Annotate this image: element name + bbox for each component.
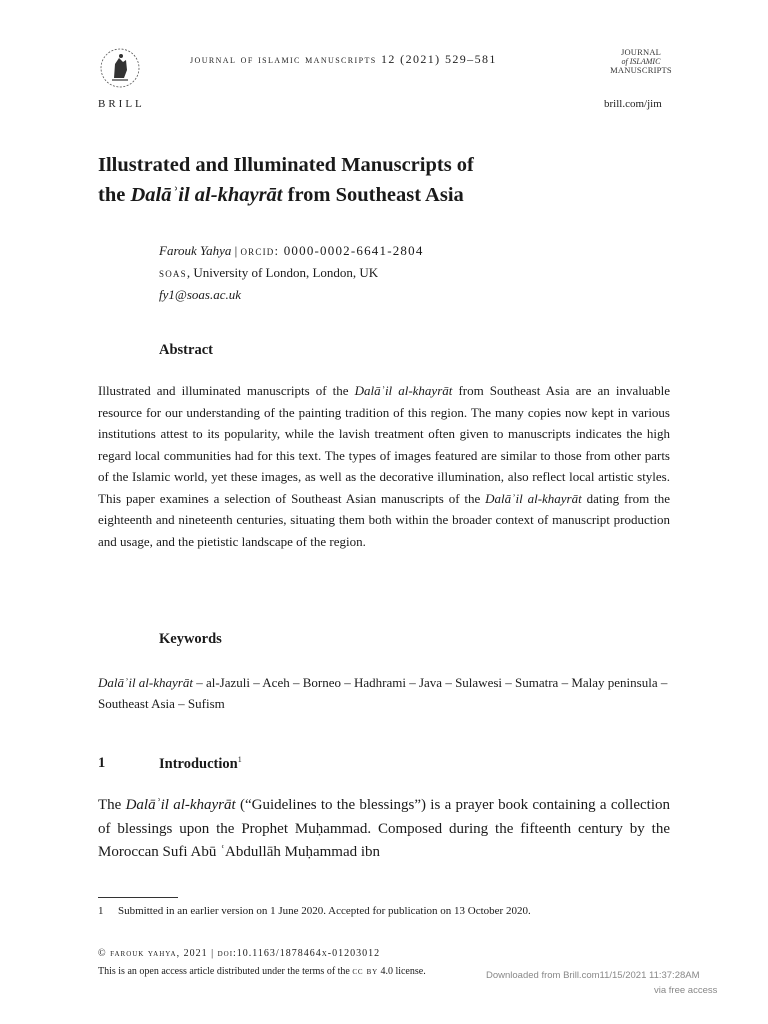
affiliation-rest: , University of London, London, UK [186, 265, 379, 280]
intro-span: The [98, 797, 126, 813]
publisher-name: BRILL [98, 98, 145, 110]
download-stamp: Downloaded from Brill.com11/15/2021 11:37:28AM [486, 970, 700, 981]
license-text: 4.0 license. [377, 966, 426, 977]
orcid[interactable]: orcid: 0000-0002-6641-2804 [240, 243, 424, 258]
introduction-text [98, 794, 670, 865]
author-line [159, 240, 424, 262]
license-cc[interactable]: cc by [352, 966, 378, 977]
intro-span: (“Guidelines to the blessings”) is a prayer book containing a collection of blessings upon the Prophet Muḥammad. Composed during the fifteenth century by the Moroccan Sufi Abū ʿAbdullāh Muḥammad ibn [98, 797, 670, 860]
keywords-list [98, 672, 673, 714]
introduction-heading [159, 755, 242, 773]
email-text[interactable]: fy1@soas.ac.uk [159, 287, 241, 302]
separator: | [231, 243, 241, 258]
author-name: Farouk Yahya [159, 243, 232, 258]
intro-italic: Dalāʾil al-khayrāt [125, 797, 236, 813]
keywords-rest: – al-Jazuli – Aceh – Borneo – Hadhrami – Java – Sulawesi – Sumatra – Malay peninsula – Southeast Asia – Sufism [98, 675, 668, 711]
brill-seal-logo [96, 44, 144, 96]
title-line-1: Illustrated and Illuminated Manuscripts of [98, 154, 474, 176]
keywords-heading: Keywords [159, 631, 222, 647]
keyword-italic: Dalāʾil al-khayrāt [98, 675, 193, 690]
journal-url[interactable]: brill.com/jim [604, 98, 662, 110]
title-text: from Southeast Asia [282, 184, 464, 206]
journal-citation: journal of islamic manuscripts 12 (2021) 529–581 [190, 52, 497, 66]
introduction-heading-text: Introduction [159, 755, 238, 772]
footnote-number: 1 [98, 905, 104, 917]
title-italic: Dalāʾil al-khayrāt [130, 184, 283, 206]
affiliation [159, 262, 424, 284]
footnote-rule [98, 897, 178, 898]
abstract-span: from Southeast Asia are an invaluable resource for our understanding of the painting tradition of this region. The many copies now kept in various institutions attest to its popularity, while the lavish treatment often given to manuscripts indicates the high regard local communities had for this text. The types of images featured are similar to those from other parts of the Islamic world, yet these images, as well as the decorative illumination, also reflect local artistic styles. This paper examines a selection of Southeast Asian manuscripts of the [98, 383, 670, 506]
footnote [98, 903, 531, 919]
abstract-italic: Dalāʾil al-khayrāt [485, 490, 582, 506]
journal-logo-line-2: of ISLAMIC [621, 57, 661, 66]
footnote-marker[interactable]: 1 [237, 755, 242, 764]
section-number: 1 [98, 755, 106, 771]
abstract-heading: Abstract [159, 342, 213, 358]
author-block [159, 240, 424, 306]
abstract-span: dating from the eighteenth and nineteenth centuries, situating them both within the broader context of manuscript production and usage, and the pietistic landscape of the region. [98, 490, 670, 549]
journal-logo [610, 48, 672, 84]
abstract-text [98, 380, 670, 552]
abstract-italic: Dalāʾil al-khayrāt [354, 383, 453, 398]
free-access-stamp: via free access [654, 985, 718, 996]
journal-logo-line-1: JOURNAL [620, 47, 662, 57]
license-line [98, 966, 426, 977]
article-title [98, 150, 678, 210]
title-text: the [98, 184, 131, 206]
copyright-line: © farouk yahya, 2021 | doi:10.1163/1878464x-01203012 [98, 948, 381, 959]
title-line-2 [98, 180, 678, 210]
journal-logo-line-3: MANUSCRIPTS [610, 65, 672, 75]
affiliation-sc: soas [159, 265, 187, 280]
footnote-text: Submitted in an earlier version on 1 June 2020. Accepted for publication on 13 October 2020. [118, 905, 531, 917]
author-email[interactable] [159, 284, 424, 306]
license-text: This is an open access article distributed under the terms of the [98, 966, 353, 977]
abstract-span: Illustrated and illuminated manuscripts of the [98, 383, 355, 398]
